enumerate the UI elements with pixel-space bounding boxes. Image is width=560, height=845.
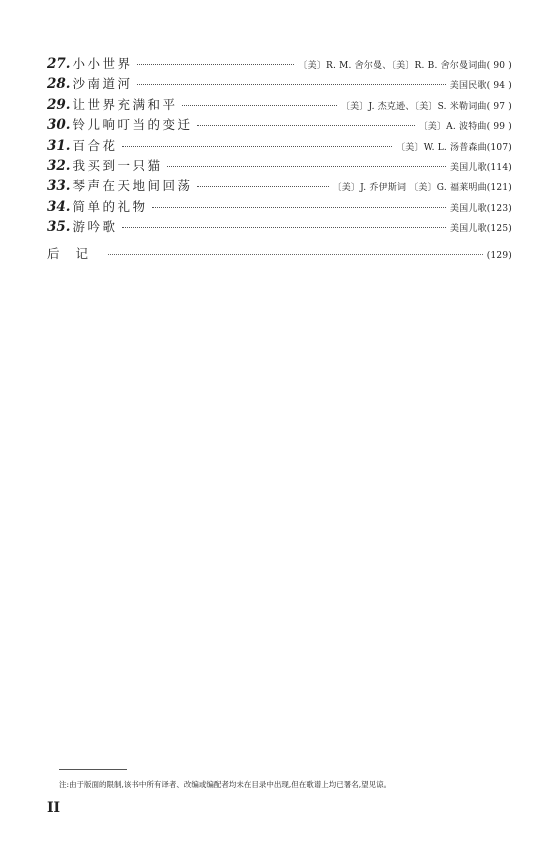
entry-credit: 〔美〕W. L. 汤普森曲(107) bbox=[396, 142, 512, 153]
toc-entry[interactable] bbox=[47, 156, 512, 176]
entry-credit: 〔美〕R. M. 舍尔曼、〔美〕R. B. 舍尔曼词曲( 90 ) bbox=[298, 61, 512, 71]
entry-title: 沙南道河 bbox=[72, 76, 133, 92]
entry-title: 琴声在天地间回荡 bbox=[72, 178, 193, 194]
entry-title: 小小世界 bbox=[72, 56, 133, 71]
entry-number: 31. bbox=[47, 137, 71, 154]
entry-title: 铃儿响叮当的变迁 bbox=[72, 117, 193, 133]
toc-entry-afterword[interactable] bbox=[47, 244, 512, 264]
dot-leader bbox=[197, 125, 415, 126]
footnote: 注:由于版面的限制,该书中所有译者、改编或编配者均未在目录中出现,但在歌谱上均已署名,望见谅。 bbox=[59, 780, 392, 789]
toc-entry[interactable] bbox=[47, 54, 512, 74]
toc-entry[interactable] bbox=[47, 176, 512, 196]
afterword-page: (129) bbox=[486, 251, 512, 261]
entry-number: 28. bbox=[47, 76, 71, 93]
toc-entry[interactable] bbox=[47, 197, 512, 217]
table-of-contents bbox=[47, 54, 512, 238]
dot-leader bbox=[152, 207, 446, 208]
dot-leader bbox=[137, 84, 446, 85]
entry-title: 我买到一只猫 bbox=[72, 157, 163, 173]
entry-title: 游吟歌 bbox=[72, 219, 118, 235]
entry-title: 让世界充满和平 bbox=[72, 96, 178, 112]
entry-number: 29. bbox=[47, 96, 71, 113]
dot-leader bbox=[122, 227, 446, 228]
entry-credit: 〔美〕A. 波特曲( 99 ) bbox=[418, 122, 512, 133]
entry-number: 35. bbox=[47, 219, 71, 236]
entry-number: 34. bbox=[47, 198, 71, 215]
dot-leader bbox=[122, 146, 393, 147]
dot-leader bbox=[167, 166, 446, 167]
entry-credit: 美国民歌( 94 ) bbox=[449, 81, 512, 92]
toc-entry[interactable] bbox=[47, 115, 512, 135]
dot-leader bbox=[137, 64, 295, 65]
toc-entry[interactable] bbox=[47, 74, 512, 94]
entry-credit: 美国儿歌(123) bbox=[449, 203, 512, 214]
entry-number: 27. bbox=[47, 56, 71, 72]
afterword-title: 后记 bbox=[47, 246, 105, 261]
entry-number: 30. bbox=[47, 117, 71, 134]
dot-leader bbox=[182, 105, 337, 106]
toc-entry[interactable] bbox=[47, 136, 512, 156]
dot-leader bbox=[108, 254, 483, 255]
toc-entry[interactable] bbox=[47, 95, 512, 115]
entry-title: 百合花 bbox=[72, 137, 118, 153]
toc-entry[interactable] bbox=[47, 217, 512, 237]
entry-number: 33. bbox=[47, 178, 71, 195]
page-number: II bbox=[47, 800, 61, 816]
entry-number: 32. bbox=[47, 157, 71, 174]
entry-credit: 〔美〕J. 杰克逊、〔美〕S. 米勒词曲( 97 ) bbox=[340, 101, 512, 112]
entry-title: 简单的礼物 bbox=[72, 198, 148, 214]
footnote-rule bbox=[59, 769, 127, 770]
entry-credit: 美国儿歌(114) bbox=[449, 162, 512, 173]
dot-leader bbox=[197, 186, 329, 187]
entry-credit: 美国儿歌(125) bbox=[449, 224, 512, 235]
entry-credit: 〔美〕J. 乔伊斯词 〔美〕G. 福莱明曲(121) bbox=[332, 183, 512, 194]
